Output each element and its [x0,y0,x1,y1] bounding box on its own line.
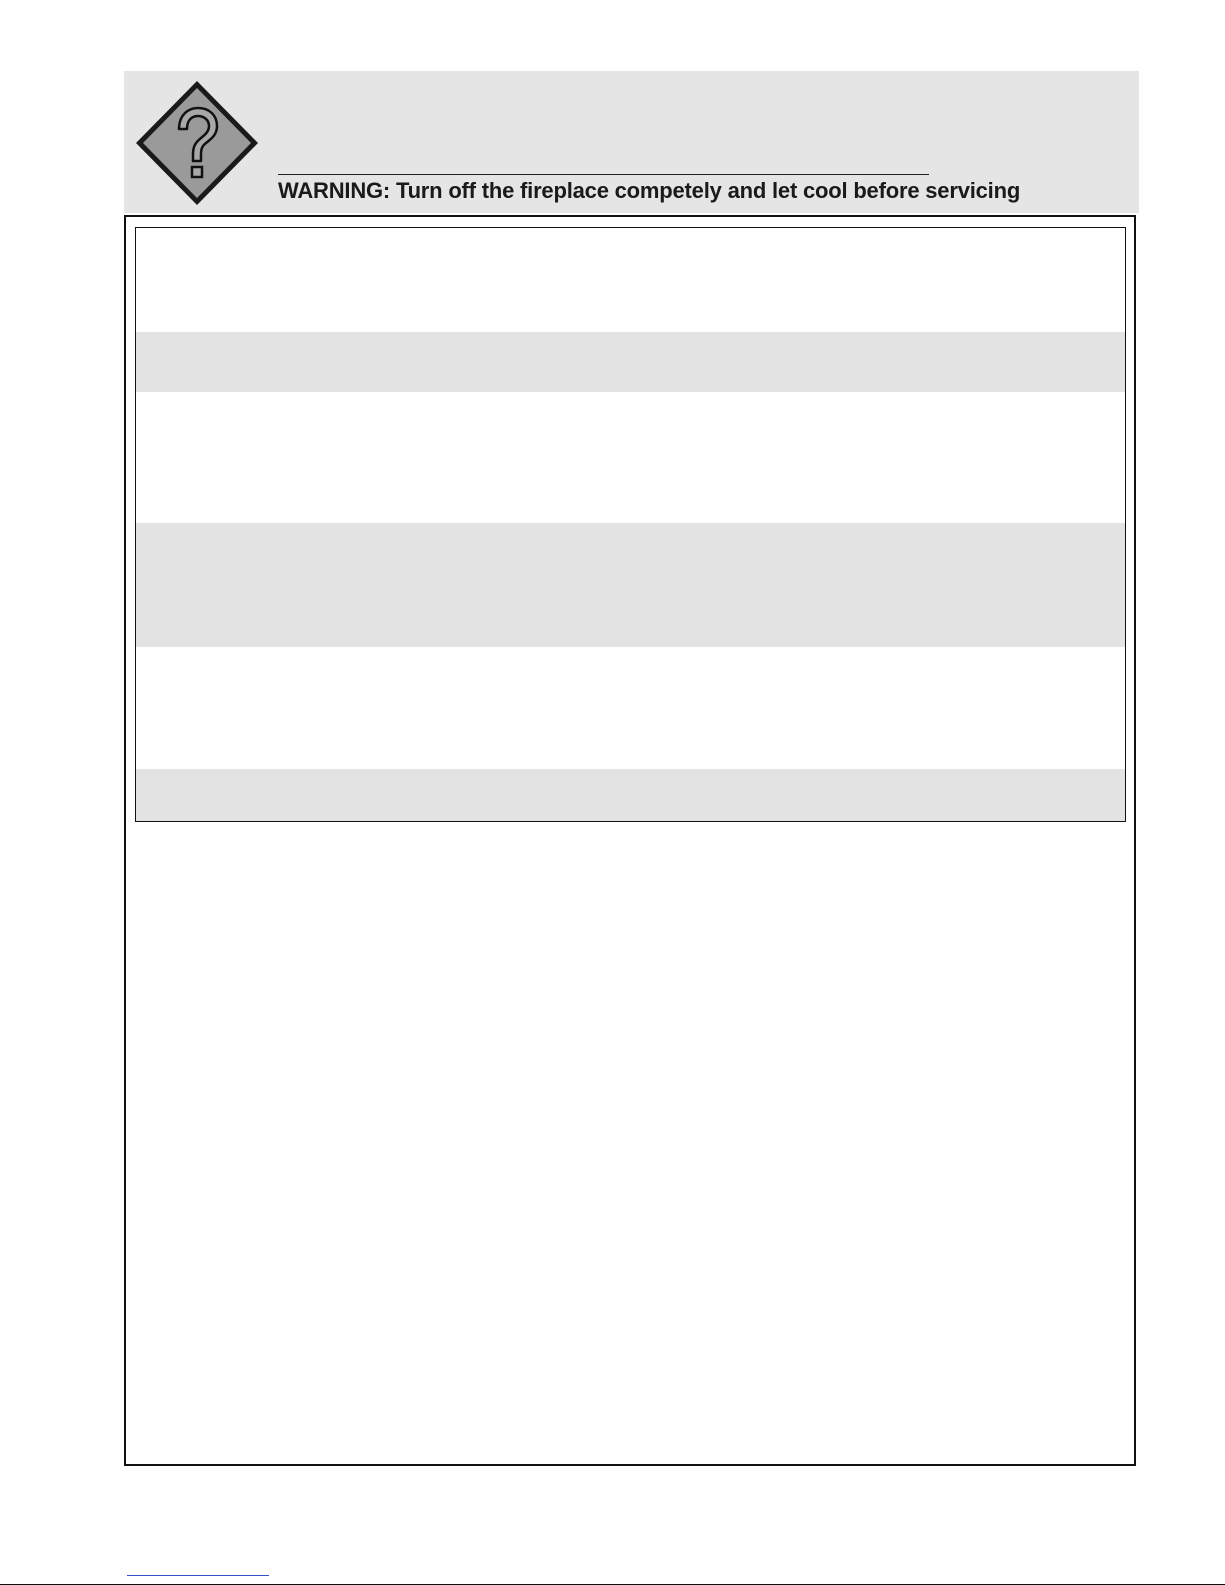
table-row [136,523,1125,647]
footer-link-underline[interactable] [127,1575,269,1576]
table-row [136,392,1125,523]
question-mark-diamond-icon [134,79,260,207]
table-row [136,647,1125,769]
title-rule [278,174,929,175]
table-row [136,228,1125,332]
troubleshooting-table [135,227,1126,822]
table-row [136,769,1125,822]
table-row [136,332,1125,392]
warning-heading: WARNING: Turn off the fireplace competely and let cool before servicing [278,178,1021,203]
